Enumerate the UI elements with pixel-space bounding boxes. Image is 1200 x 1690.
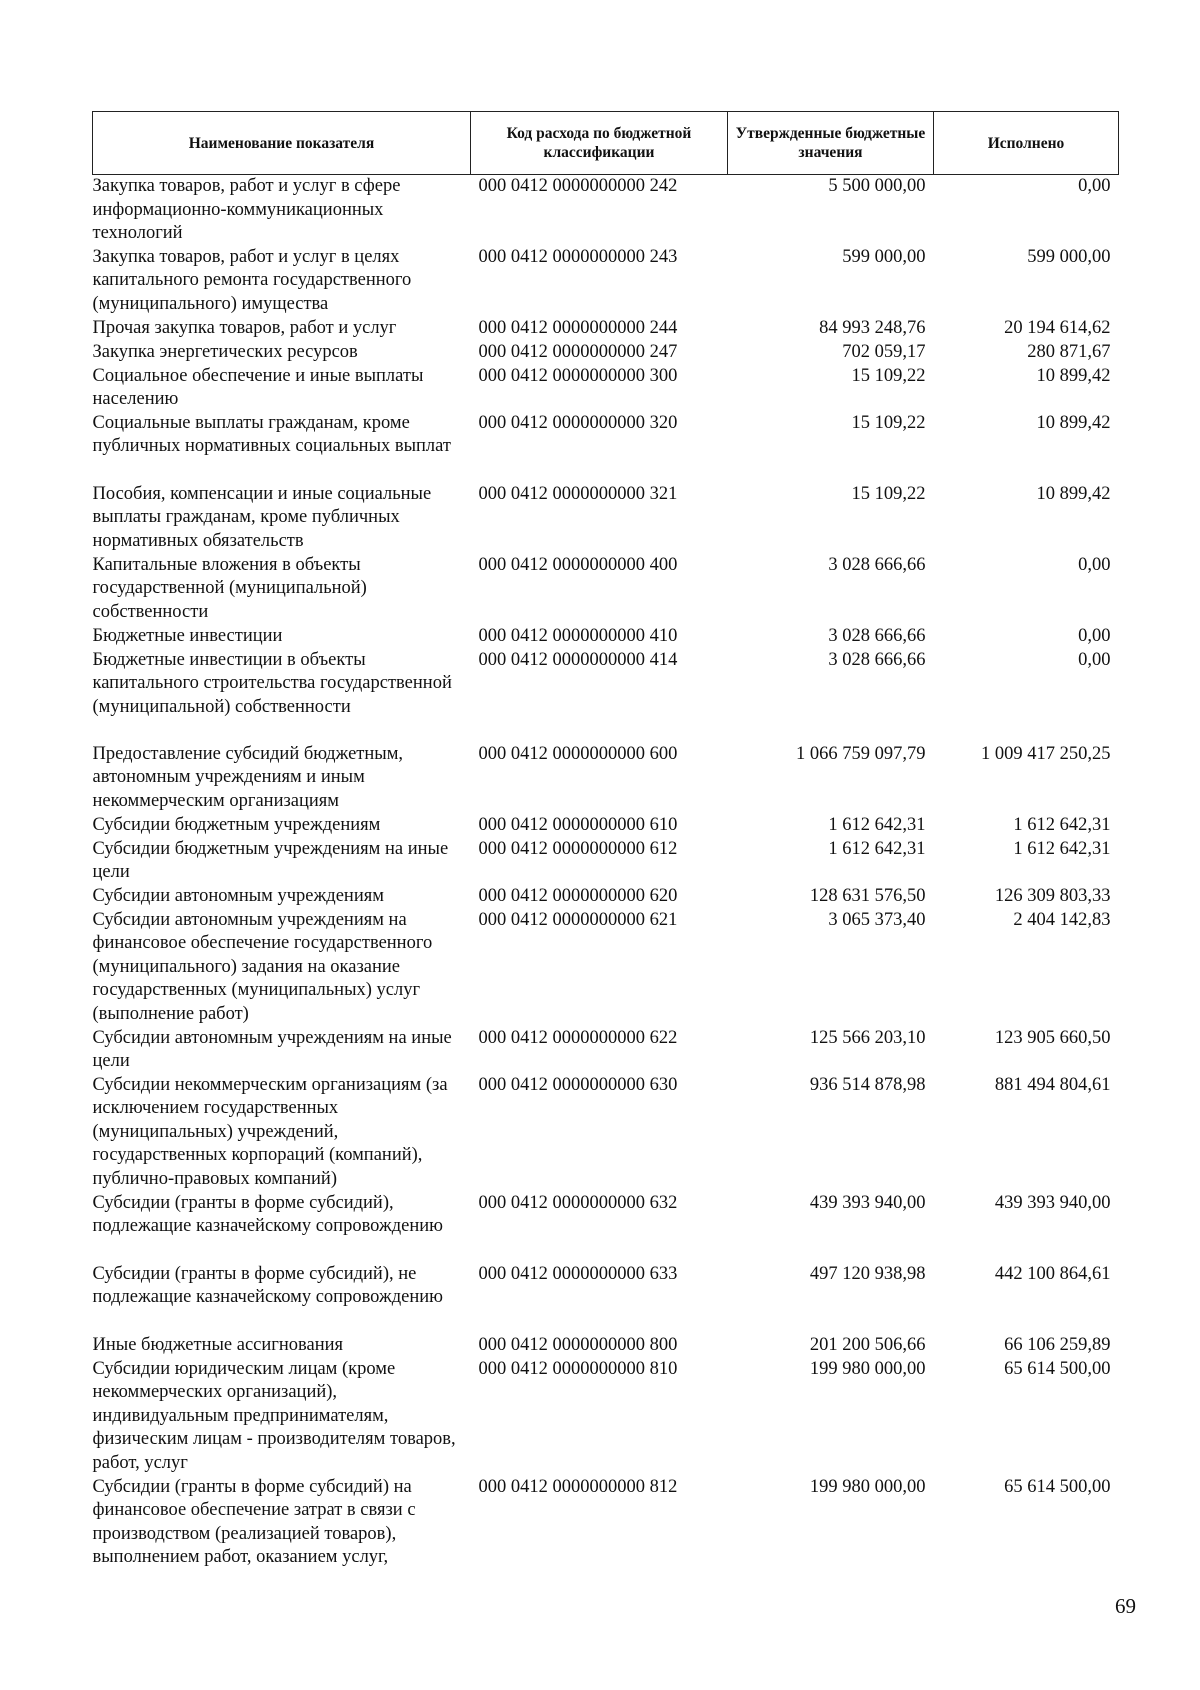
row-name: Субсидии бюджетным учреждениям на иные цели xyxy=(92,838,449,882)
row-name: Закупка товаров, работ и услуг в целях капитального ремонта государственного (муниципального) имущества xyxy=(92,246,412,314)
row-code: 000 0412 0000000000 300 xyxy=(478,365,678,386)
table-row xyxy=(93,175,1119,246)
row-executed: 599 000,00 xyxy=(1027,246,1111,267)
row-executed: 280 871,67 xyxy=(1027,341,1111,362)
row-code: 000 0412 0000000000 410 xyxy=(478,625,678,646)
table-row xyxy=(93,246,1119,317)
row-approved: 3 065 373,40 xyxy=(828,909,926,930)
row-code: 000 0412 0000000000 320 xyxy=(478,412,678,433)
table-row xyxy=(93,838,1119,885)
header-code: Код расхода по бюджетной классификации xyxy=(471,112,728,175)
row-approved: 15 109,22 xyxy=(851,483,926,504)
row-name: Предоставление субсидий бюджетным, автономным учреждениям и иным некоммерческим организациям xyxy=(92,743,404,811)
row-name: Субсидии автономным учреждениям на иные цели xyxy=(92,1027,452,1071)
row-executed: 65 614 500,00 xyxy=(1004,1476,1111,1497)
row-approved: 3 028 666,66 xyxy=(828,554,926,575)
table-row xyxy=(93,1263,1119,1334)
row-code: 000 0412 0000000000 321 xyxy=(478,483,678,504)
row-approved: 128 631 576,50 xyxy=(809,885,926,906)
row-code: 000 0412 0000000000 810 xyxy=(478,1358,678,1379)
row-approved: 1 066 759 097,79 xyxy=(796,743,926,764)
row-approved: 1 612 642,31 xyxy=(828,838,926,859)
row-name: Субсидии (гранты в форме субсидий), подлежащие казначейскому сопровождению xyxy=(92,1192,443,1236)
row-code: 000 0412 0000000000 242 xyxy=(478,176,678,196)
table-row xyxy=(93,1476,1119,1570)
row-name: Закупка товаров, работ и услуг в сфере информационно-коммуникационных технологий xyxy=(92,176,401,243)
row-approved: 3 028 666,66 xyxy=(828,649,926,670)
row-approved: 199 980 000,00 xyxy=(809,1476,926,1497)
row-approved: 439 393 940,00 xyxy=(809,1192,926,1213)
row-name: Субсидии автономным учреждениям на финансовое обеспечение государственного (муниципального) задания на оказание государственных (муниципальных) услуг (выполнение работ) xyxy=(92,909,433,1024)
table-row xyxy=(93,1358,1119,1476)
row-name: Субсидии бюджетным учреждениям xyxy=(92,814,381,835)
table-row xyxy=(93,743,1119,814)
row-code: 000 0412 0000000000 610 xyxy=(478,814,678,835)
row-name: Пособия, компенсации и иные социальные выплаты гражданам, кроме публичных нормативных обязательств xyxy=(92,483,432,551)
row-code: 000 0412 0000000000 630 xyxy=(478,1074,678,1095)
table-row xyxy=(93,1027,1119,1074)
row-approved: 1 612 642,31 xyxy=(828,814,926,835)
row-executed: 0,00 xyxy=(1078,176,1111,196)
header-executed: Исполнено xyxy=(934,112,1119,175)
table-row xyxy=(93,625,1119,649)
row-name: Социальное обеспечение и иные выплаты населению xyxy=(92,365,424,409)
row-executed: 126 309 803,33 xyxy=(994,885,1111,906)
table-row xyxy=(93,412,1119,483)
table-row xyxy=(93,554,1119,625)
row-executed: 1 612 642,31 xyxy=(1013,814,1111,835)
table-row xyxy=(93,885,1119,909)
row-approved: 125 566 203,10 xyxy=(809,1027,926,1048)
row-code: 000 0412 0000000000 414 xyxy=(478,649,678,670)
row-approved: 3 028 666,66 xyxy=(828,625,926,646)
row-name: Субсидии юридическим лицам (кроме некоммерческих организаций), индивидуальным предпринимателям, физическим лицам - производителям товаров, работ, услуг xyxy=(92,1358,456,1473)
row-name: Иные бюджетные ассигнования xyxy=(92,1334,344,1355)
table-row xyxy=(93,909,1119,1027)
row-code: 000 0412 0000000000 400 xyxy=(478,554,678,575)
row-executed: 0,00 xyxy=(1078,625,1111,646)
row-code: 000 0412 0000000000 612 xyxy=(478,838,678,859)
row-executed: 2 404 142,83 xyxy=(1013,909,1111,930)
row-approved: 15 109,22 xyxy=(851,365,926,386)
row-executed: 65 614 500,00 xyxy=(1004,1358,1111,1379)
table-row xyxy=(93,365,1119,412)
row-approved: 84 993 248,76 xyxy=(819,317,926,338)
row-approved: 15 109,22 xyxy=(851,412,926,433)
header-approved: Утвержденные бюджетные значения xyxy=(728,112,934,175)
row-name: Социальные выплаты гражданам, кроме публичных нормативных социальных выплат xyxy=(92,412,451,456)
row-name: Бюджетные инвестиции в объекты капитального строительства государственной (муниципальной) собственности xyxy=(92,649,452,717)
table-header xyxy=(93,112,1119,175)
row-executed: 1 612 642,31 xyxy=(1013,838,1111,859)
row-approved: 702 059,17 xyxy=(842,341,926,362)
table-row xyxy=(93,341,1119,365)
row-executed: 442 100 864,61 xyxy=(994,1263,1111,1284)
row-code: 000 0412 0000000000 243 xyxy=(478,246,678,267)
row-executed: 10 899,42 xyxy=(1036,483,1111,504)
row-executed: 10 899,42 xyxy=(1036,412,1111,433)
row-executed: 20 194 614,62 xyxy=(1004,317,1111,338)
row-name: Субсидии автономным учреждениям xyxy=(92,885,384,906)
row-executed: 439 393 940,00 xyxy=(994,1192,1111,1213)
table-row xyxy=(93,814,1119,838)
row-executed: 123 905 660,50 xyxy=(994,1027,1111,1048)
row-name: Капитальные вложения в объекты государственной (муниципальной) собственности xyxy=(92,554,367,622)
row-code: 000 0412 0000000000 812 xyxy=(478,1476,678,1497)
row-executed: 0,00 xyxy=(1078,649,1111,670)
row-approved: 201 200 506,66 xyxy=(809,1334,926,1355)
row-code: 000 0412 0000000000 600 xyxy=(478,743,678,764)
row-name: Бюджетные инвестиции xyxy=(92,625,283,646)
row-executed: 0,00 xyxy=(1078,554,1111,575)
row-executed: 66 106 259,89 xyxy=(1004,1334,1111,1355)
row-executed: 10 899,42 xyxy=(1036,365,1111,386)
table-row xyxy=(93,649,1119,743)
row-code: 000 0412 0000000000 800 xyxy=(478,1334,678,1355)
row-name: Субсидии (гранты в форме субсидий) на финансовое обеспечение затрат в связи с производством (реализацией товаров), выполнением работ, оказанием услуг, xyxy=(92,1476,416,1567)
row-approved: 936 514 878,98 xyxy=(809,1074,926,1095)
row-executed: 1 009 417 250,25 xyxy=(981,743,1111,764)
row-name: Прочая закупка товаров, работ и услуг xyxy=(92,317,397,338)
table-row xyxy=(93,317,1119,341)
row-name: Субсидии некоммерческим организациям (за исключением государственных (муниципальных) учреждений, государственных корпораций (компаний), публично-правовых компаний) xyxy=(92,1074,448,1189)
budget-execution-table xyxy=(92,111,1119,1570)
row-executed: 881 494 804,61 xyxy=(994,1074,1111,1095)
row-code: 000 0412 0000000000 632 xyxy=(478,1192,678,1213)
row-code: 000 0412 0000000000 620 xyxy=(478,885,678,906)
row-code: 000 0412 0000000000 622 xyxy=(478,1027,678,1048)
table-body xyxy=(93,175,1119,1570)
page-number: 69 xyxy=(1115,1594,1136,1618)
row-approved: 199 980 000,00 xyxy=(809,1358,926,1379)
row-code: 000 0412 0000000000 633 xyxy=(478,1263,678,1284)
row-approved: 5 500 000,00 xyxy=(828,176,926,196)
row-code: 000 0412 0000000000 247 xyxy=(478,341,678,362)
row-name: Субсидии (гранты в форме субсидий), не подлежащие казначейскому сопровождению xyxy=(92,1263,443,1307)
row-name: Закупка энергетических ресурсов xyxy=(92,341,358,362)
table-row xyxy=(93,1074,1119,1192)
header-name: Наименование показателя xyxy=(93,112,471,175)
row-approved: 599 000,00 xyxy=(842,246,926,267)
table-row xyxy=(93,1192,1119,1263)
row-approved: 497 120 938,98 xyxy=(809,1263,926,1284)
row-code: 000 0412 0000000000 621 xyxy=(478,909,678,930)
table-row xyxy=(93,1334,1119,1358)
row-code: 000 0412 0000000000 244 xyxy=(478,317,678,338)
table-row xyxy=(93,483,1119,554)
